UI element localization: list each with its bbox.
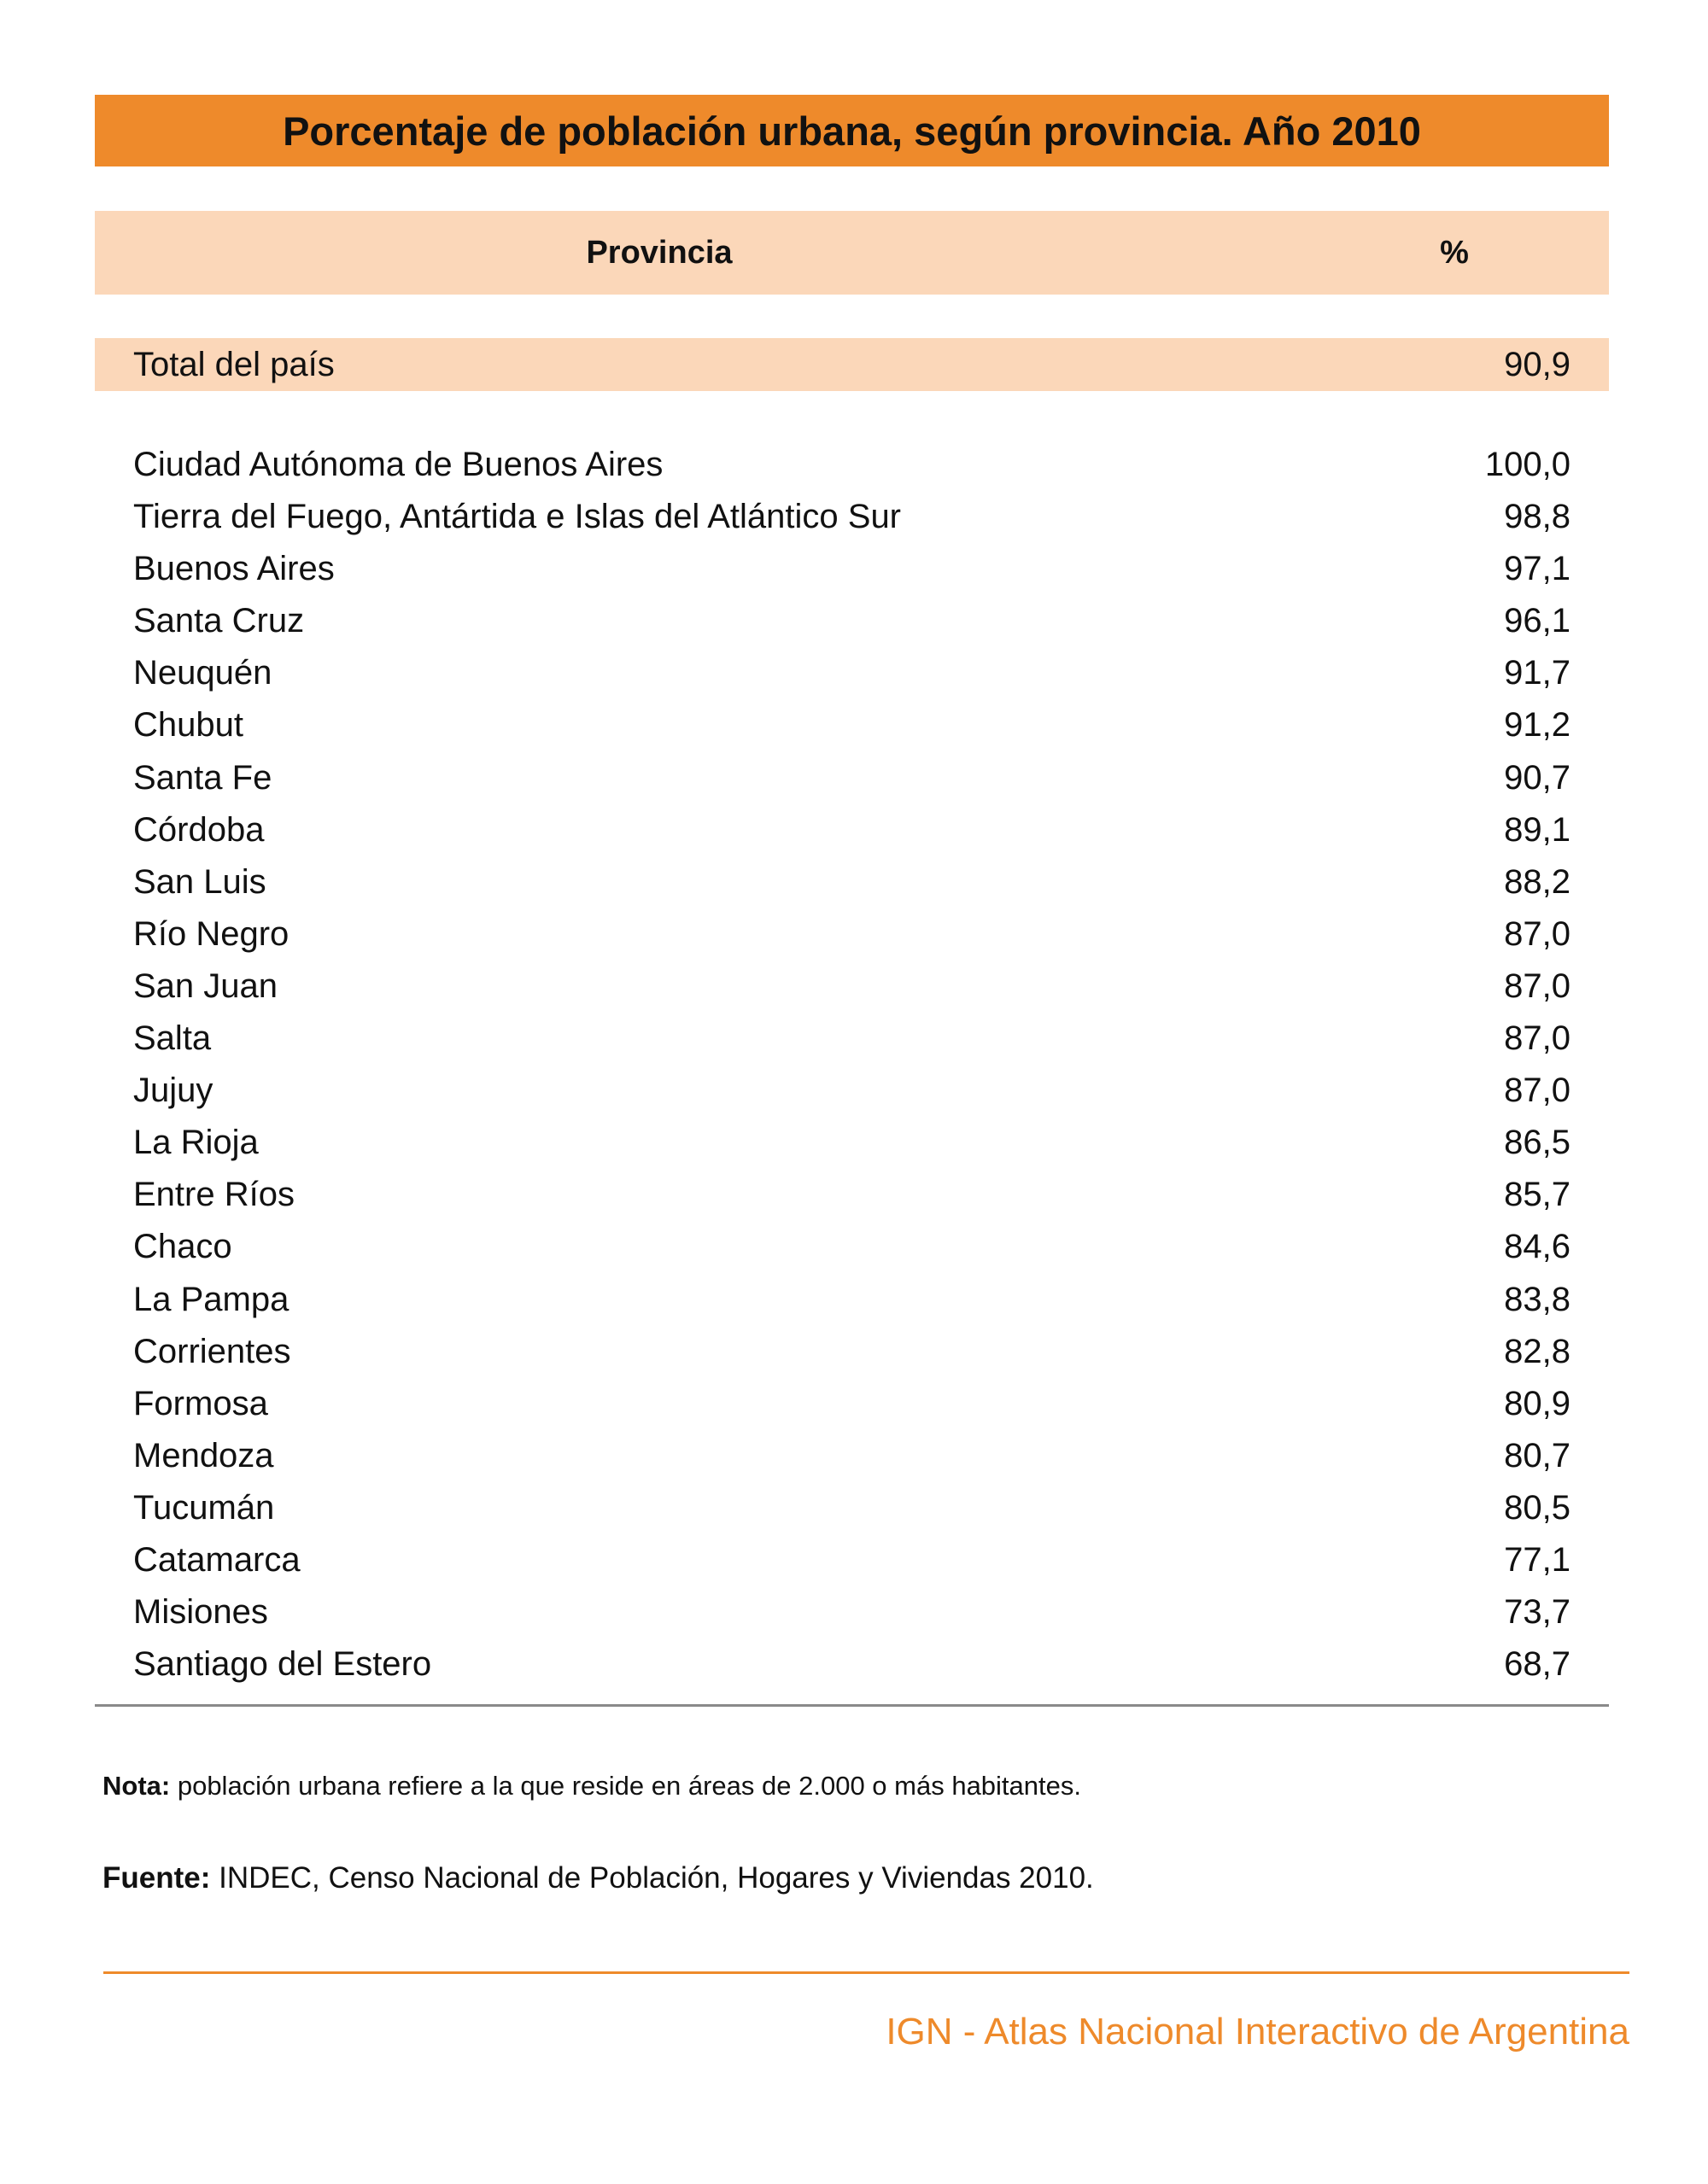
table-row <box>95 1378 1609 1430</box>
province-percent: 87,0 <box>1504 1019 1571 1058</box>
province-name: La Pampa <box>133 1280 290 1318</box>
province-name: San Luis <box>133 862 266 901</box>
table-row <box>95 961 1609 1013</box>
footer-credit: IGN - Atlas Nacional Interactivo de Argentina <box>886 2011 1629 2053</box>
note <box>102 1771 1081 1802</box>
table-row <box>95 543 1609 595</box>
province-percent: 80,9 <box>1504 1384 1571 1422</box>
province-percent: 73,7 <box>1504 1593 1571 1632</box>
province-name: Corrientes <box>133 1332 291 1370</box>
note-label: Nota: <box>102 1771 171 1801</box>
province-name: Chaco <box>133 1228 232 1266</box>
table-row <box>95 491 1609 543</box>
table-row <box>95 1638 1609 1691</box>
province-name: Misiones <box>133 1593 268 1632</box>
table-row <box>95 908 1609 961</box>
province-percent: 80,5 <box>1504 1488 1571 1527</box>
province-percent: 88,2 <box>1504 862 1571 901</box>
table-row <box>95 752 1609 804</box>
province-name: Santa Fe <box>133 758 272 797</box>
province-name: Mendoza <box>133 1436 274 1474</box>
province-table-body <box>95 439 1609 1691</box>
province-name: Salta <box>133 1019 212 1058</box>
province-name: Santiago del Estero <box>133 1645 432 1684</box>
province-percent: 91,7 <box>1504 654 1571 692</box>
table-row <box>95 1274 1609 1326</box>
province-name: Formosa <box>133 1384 268 1422</box>
province-name: Tierra del Fuego, Antártida e Islas del Atlántico Sur <box>133 498 902 536</box>
table-header <box>95 211 1609 295</box>
province-name: Tucumán <box>133 1488 275 1527</box>
province-percent: 77,1 <box>1504 1540 1571 1579</box>
table-row <box>95 647 1609 699</box>
table-row <box>95 856 1609 908</box>
province-percent: 97,1 <box>1504 550 1571 588</box>
province-percent: 85,7 <box>1504 1176 1571 1214</box>
column-header-province: Provincia <box>586 235 733 271</box>
province-percent: 86,5 <box>1504 1124 1571 1162</box>
table-row <box>95 439 1609 491</box>
total-label: Total del país <box>133 346 335 383</box>
table-row <box>95 1065 1609 1117</box>
note-text: población urbana refiere a la que reside en áreas de 2.000 o más habitantes. <box>170 1771 1081 1801</box>
province-name: Santa Cruz <box>133 602 305 640</box>
province-name: Jujuy <box>133 1072 214 1110</box>
table-row <box>95 1430 1609 1482</box>
table-row <box>95 595 1609 647</box>
province-percent: 100,0 <box>1484 446 1571 483</box>
province-name: Neuquén <box>133 654 272 692</box>
province-percent: 96,1 <box>1504 602 1571 640</box>
table-row <box>95 1482 1609 1534</box>
province-percent: 91,2 <box>1504 706 1571 745</box>
province-percent: 87,0 <box>1504 966 1571 1005</box>
table-bottom-divider <box>95 1704 1609 1707</box>
province-percent: 87,0 <box>1504 914 1571 953</box>
table-row <box>95 1221 1609 1273</box>
province-percent: 83,8 <box>1504 1280 1571 1318</box>
table-row <box>95 804 1609 856</box>
province-name: Entre Ríos <box>133 1176 295 1214</box>
table-row <box>95 1534 1609 1586</box>
province-percent: 98,8 <box>1504 498 1571 536</box>
table-row <box>95 1586 1609 1638</box>
province-percent: 89,1 <box>1504 810 1571 849</box>
source-label: Fuente: <box>102 1861 211 1895</box>
province-name: Buenos Aires <box>133 550 335 588</box>
province-name: Córdoba <box>133 810 265 849</box>
total-row <box>95 338 1609 391</box>
province-name: San Juan <box>133 966 278 1005</box>
province-name: Río Negro <box>133 914 290 953</box>
page-title: Porcentaje de población urbana, según provincia. Año 2010 <box>283 108 1421 154</box>
province-percent: 68,7 <box>1504 1645 1571 1684</box>
province-percent: 84,6 <box>1504 1228 1571 1266</box>
column-header-percent: % <box>1440 235 1469 271</box>
table-row <box>95 1013 1609 1065</box>
table-row <box>95 699 1609 751</box>
province-percent: 80,7 <box>1504 1436 1571 1474</box>
table-row <box>95 1117 1609 1169</box>
source <box>102 1861 1094 1895</box>
province-percent: 82,8 <box>1504 1332 1571 1370</box>
province-percent: 90,7 <box>1504 758 1571 797</box>
table-row <box>95 1169 1609 1221</box>
province-name: Catamarca <box>133 1540 301 1579</box>
source-text: INDEC, Censo Nacional de Población, Hogares y Viviendas 2010. <box>210 1861 1094 1895</box>
province-name: La Rioja <box>133 1124 259 1162</box>
total-value: 90,9 <box>1504 346 1571 383</box>
province-percent: 87,0 <box>1504 1072 1571 1110</box>
title-bar <box>95 95 1609 166</box>
province-name: Chubut <box>133 706 243 745</box>
province-name: Ciudad Autónoma de Buenos Aires <box>133 446 664 483</box>
footer-divider <box>103 1971 1629 1974</box>
table-row <box>95 1326 1609 1378</box>
